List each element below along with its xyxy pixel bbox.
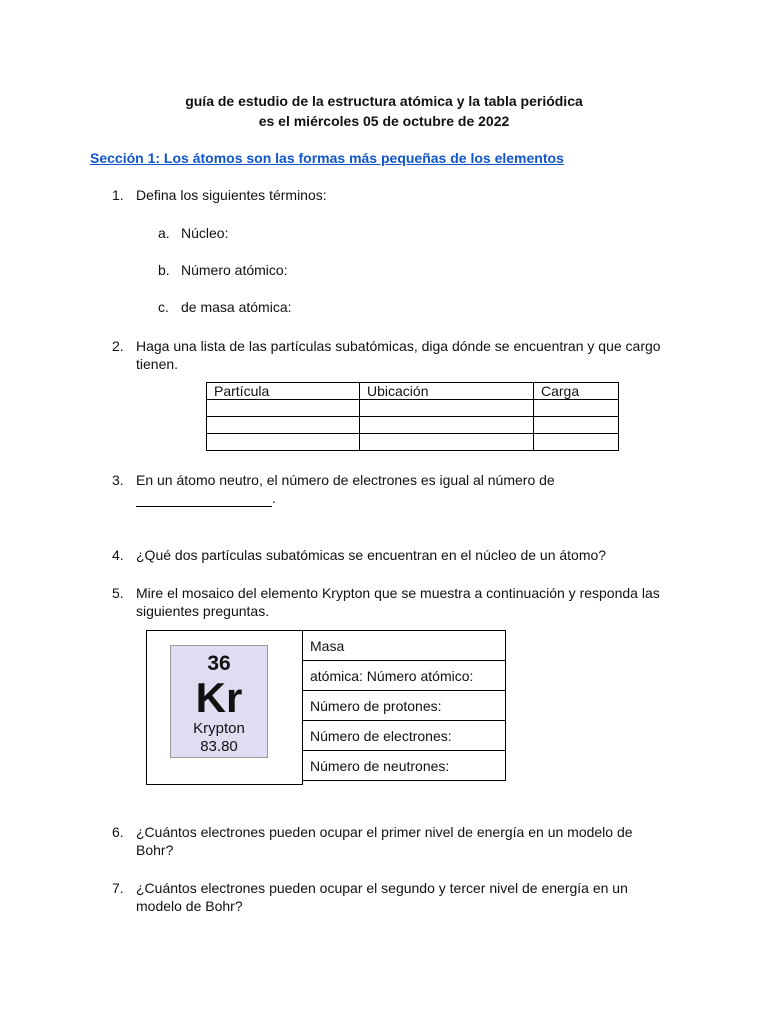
element-tile-frame bbox=[146, 630, 303, 785]
term-letter: a. bbox=[158, 225, 170, 241]
atomic-number: 36 bbox=[207, 652, 231, 675]
table-cell[interactable] bbox=[360, 434, 534, 451]
table-row bbox=[303, 721, 506, 751]
table-row bbox=[207, 400, 619, 417]
table-cell[interactable] bbox=[534, 434, 619, 451]
header-carga: Carga bbox=[534, 383, 619, 400]
table-cell[interactable]: atómica: Número atómico: bbox=[303, 661, 506, 691]
document-title: guía de estudio de la estructura atómica y la tabla periódica bbox=[185, 93, 583, 109]
table-row bbox=[303, 751, 506, 781]
question-suffix: . bbox=[272, 490, 276, 506]
atomic-mass: 83.80 bbox=[200, 738, 238, 755]
table-header-row bbox=[207, 383, 619, 400]
table-cell[interactable] bbox=[207, 434, 360, 451]
element-questions-table bbox=[302, 630, 506, 781]
question-text: En un átomo neutro, el número de electrones es igual al número de bbox=[136, 472, 555, 488]
table-cell[interactable] bbox=[360, 400, 534, 417]
table-cell[interactable] bbox=[534, 400, 619, 417]
question-3-body bbox=[136, 471, 672, 507]
table-row bbox=[303, 661, 506, 691]
term-text: Número atómico: bbox=[181, 262, 288, 278]
answer-blank[interactable] bbox=[136, 492, 272, 507]
question-text: ¿Qué dos partículas subatómicas se encuentran en el núcleo de un átomo? bbox=[136, 547, 607, 563]
particle-table bbox=[206, 382, 619, 451]
question-number: 1. bbox=[112, 187, 124, 203]
question-text: Mire el mosaico del elemento Krypton que se muestra a continuación y responda las siguientes preguntas. bbox=[136, 585, 660, 619]
header-particula: Partícula bbox=[207, 383, 360, 400]
question-text: ¿Cuántos electrones pueden ocupar el segundo y tercer nivel de energía en un modelo de Bohr? bbox=[136, 880, 628, 914]
table-cell[interactable] bbox=[207, 400, 360, 417]
question-text: Haga una lista de las partículas subatómicas, diga dónde se encuentran y que cargo tienen. bbox=[136, 338, 661, 372]
table-cell[interactable]: Número de protones: bbox=[303, 691, 506, 721]
table-row bbox=[303, 631, 506, 661]
header-ubicacion: Ubicación bbox=[360, 383, 534, 400]
term-text: Núcleo: bbox=[181, 225, 229, 241]
section-1-heading[interactable]: Sección 1: Los átomos son las formas más pequeñas de los elementos bbox=[90, 150, 564, 166]
question-number: 6. bbox=[112, 824, 124, 840]
element-tile-krypton bbox=[170, 645, 268, 758]
term-letter: b. bbox=[158, 262, 170, 278]
table-row bbox=[207, 417, 619, 434]
question-number: 7. bbox=[112, 880, 124, 896]
question-number: 5. bbox=[112, 585, 124, 601]
table-cell[interactable]: Masa bbox=[303, 631, 506, 661]
term-letter: c. bbox=[158, 299, 169, 315]
element-name: Krypton bbox=[193, 720, 245, 737]
table-row bbox=[207, 434, 619, 451]
question-number: 3. bbox=[112, 472, 124, 488]
table-row bbox=[303, 691, 506, 721]
table-cell[interactable] bbox=[360, 417, 534, 434]
table-cell[interactable] bbox=[534, 417, 619, 434]
document-subtitle-date: es el miércoles 05 de octubre de 2022 bbox=[258, 113, 510, 129]
question-text: ¿Cuántos electrones pueden ocupar el primer nivel de energía en un modelo de Bohr? bbox=[136, 824, 633, 858]
term-text: de masa atómica: bbox=[181, 299, 292, 315]
question-number: 2. bbox=[112, 338, 124, 354]
table-cell[interactable] bbox=[207, 417, 360, 434]
element-symbol: Kr bbox=[195, 674, 243, 721]
question-number: 4. bbox=[112, 547, 124, 563]
table-cell[interactable]: Número de electrones: bbox=[303, 721, 506, 751]
question-text: Defina los siguientes términos: bbox=[136, 187, 327, 203]
table-cell[interactable]: Número de neutrones: bbox=[303, 751, 506, 781]
